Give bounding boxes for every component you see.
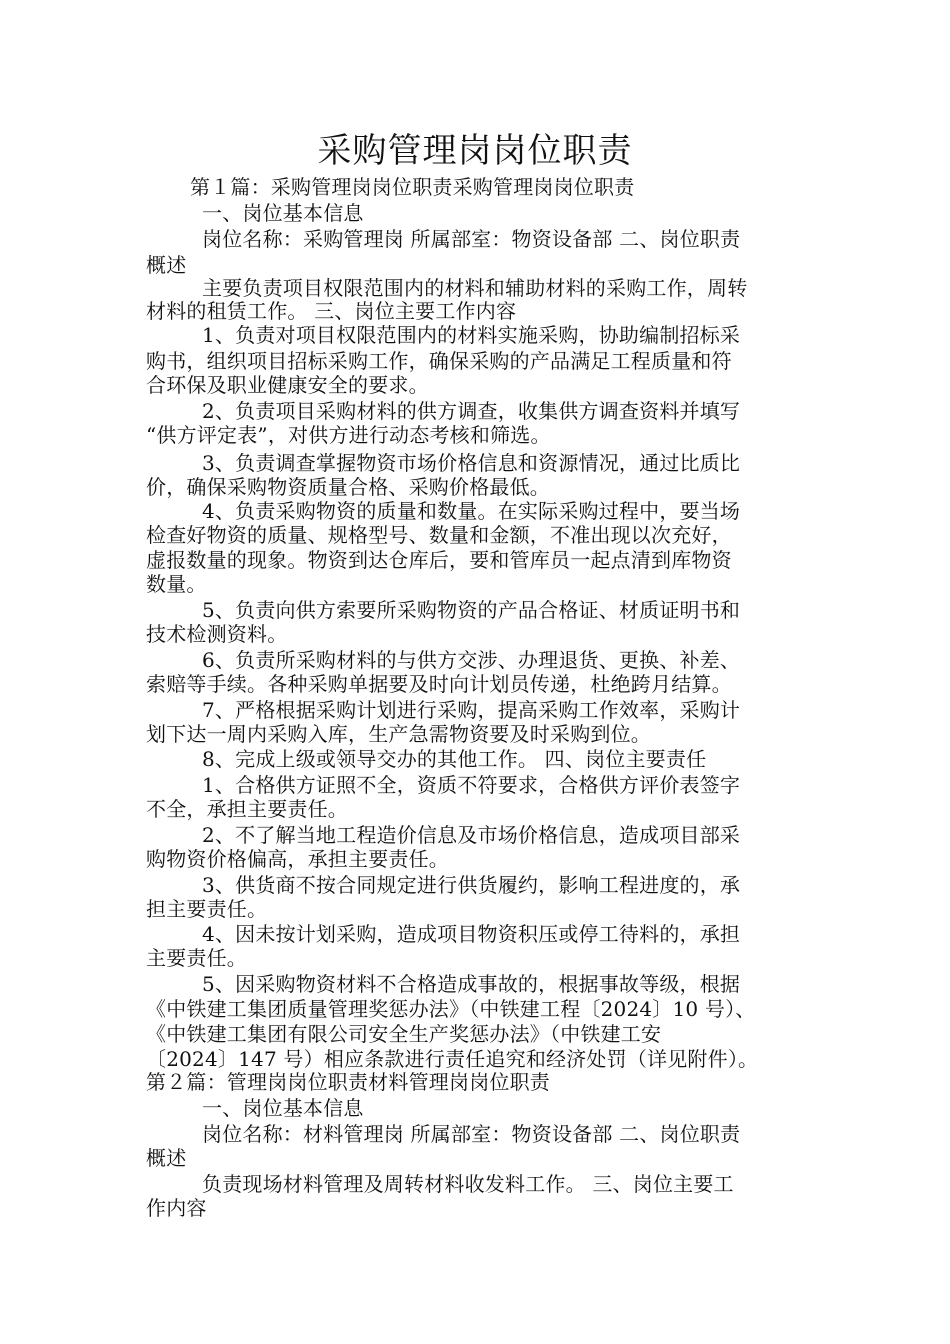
text-line: 岗位名称：材料管理岗 所属部室：物资设备部 二、岗位职责	[202, 1122, 741, 1146]
text-line: 材料的租赁工作。 三、岗位主要工作内容	[146, 299, 517, 323]
text-line: 3、负责调查掌握物资市场价格信息和资源情况，通过比质比	[202, 451, 741, 475]
text-line: 一、岗位基本信息	[202, 201, 364, 225]
text-line: 5、负责向供方索要所采购物资的产品合格证、材质证明书和	[202, 598, 741, 622]
text-line: 5、因采购物资材料不合格造成事故的，根据事故等级，根据	[202, 972, 741, 996]
text-line: 4、因未按计划采购，造成项目物资积压或停工待料的，承担	[202, 922, 741, 946]
text-line: 主要责任。	[146, 946, 247, 970]
text-line: 虚报数量的现象。物资到达仓库后，要和管库员一起点清到库物资	[146, 548, 732, 572]
text-line: 划下达一周内采购入库，生产急需物资要及时采购到位。	[146, 722, 651, 746]
text-line: 担主要责任。	[146, 897, 268, 921]
text-line: 1、合格供方证照不全，资质不符要求，合格供方评价表签字	[202, 773, 741, 797]
text-line: 一、岗位基本信息	[202, 1096, 364, 1120]
section-heading-1: 第１篇：采购管理岗岗位职责采购管理岗岗位职责	[190, 175, 635, 199]
text-line: 概述	[146, 1146, 187, 1170]
text-line: 《中铁建工集团有限公司安全生产奖惩办法》（中铁建工安	[146, 1022, 662, 1046]
text-line: 检查好物资的质量、规格型号、数量和金额，不准出现以次充好，	[146, 523, 732, 547]
text-line: 《中铁建工集团质量管理奖惩办法》（中铁建工程〔2024〕10 号）、	[146, 997, 756, 1021]
document-title: 采购管理岗岗位职责	[317, 131, 633, 171]
text-line: “供方评定表”，对供方进行动态考核和筛选。	[146, 423, 551, 447]
text-line: 负责现场材料管理及周转材料收发料工作。 三、岗位主要工	[202, 1172, 734, 1196]
text-line: 3、供货商不按合同规定进行供货履约，影响工程进度的，承	[202, 873, 741, 897]
text-line: 4、负责采购物资的质量和数量。在实际采购过程中，要当场	[202, 499, 741, 523]
text-line: 8、完成上级或领导交办的其他工作。 四、岗位主要责任	[202, 747, 707, 771]
text-line: 2、不了解当地工程造价信息及市场价格信息，造成项目部采	[202, 823, 741, 847]
text-line: 购书，组织项目招标采购工作，确保采购的产品满足工程质量和符	[146, 349, 732, 373]
text-line: 合环保及职业健康安全的要求。	[146, 373, 429, 397]
text-line: 数量。	[146, 572, 207, 596]
text-line: 7、严格根据采购计划进行采购，提高采购工作效率，采购计	[202, 698, 741, 722]
section-heading-2: 第２篇：管理岗岗位职责材料管理岗岗位职责	[146, 1070, 550, 1094]
text-line: 6、负责所采购材料的与供方交涉、办理退货、更换、补差、	[202, 648, 741, 672]
text-line: 1、负责对项目权限范围内的材料实施采购，协助编制招标采	[202, 323, 741, 347]
text-line: 作内容	[146, 1196, 207, 1220]
text-line: 2、负责项目采购材料的供方调查，收集供方调查资料并填写	[202, 399, 741, 423]
text-line: 价，确保采购物资质量合格、采购价格最低。	[146, 475, 550, 499]
text-line: 索赔等手续。各种采购单据要及时向计划员传递，杜绝跨月结算。	[146, 672, 732, 696]
text-line: 岗位名称：采购管理岗 所属部室：物资设备部 二、岗位职责	[202, 227, 741, 251]
text-line: 不全，承担主要责任。	[146, 797, 348, 821]
text-line: 主要负责项目权限范围内的材料和辅助材料的采购工作，周转	[202, 276, 748, 300]
text-line: 购物资价格偏高，承担主要责任。	[146, 847, 449, 871]
text-line: 概述	[146, 253, 187, 277]
text-line: 〔2024〕147 号）相应条款进行责任追究和经济处罚（详见附件）。	[146, 1047, 759, 1071]
text-line: 技术检测资料。	[146, 622, 288, 646]
